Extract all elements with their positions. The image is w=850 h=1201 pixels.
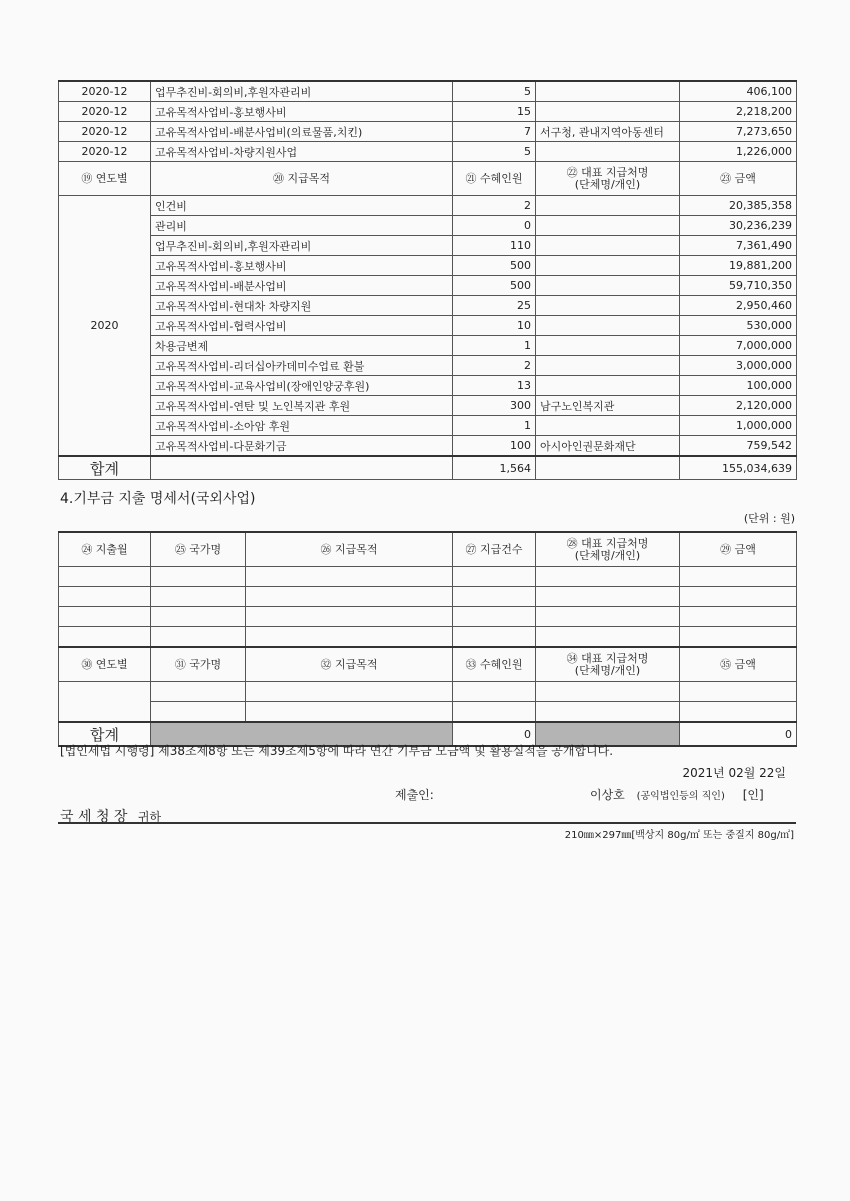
purpose-cell: 고유목적사업비-교육사업비(장애인양궁후원) [151,376,453,396]
total-amount: 0 [680,722,797,746]
payee-cell [536,142,680,162]
domestic-total-row [59,456,797,480]
total-recipients: 1,564 [453,456,536,480]
header-year: ⑲ 연도별 [59,162,151,196]
overseas-empty-row [59,627,797,648]
submitter-block [590,786,764,803]
payee-cell [536,81,680,102]
recipients-cell: 10 [453,316,536,336]
purpose-cell: 고유목적사업비-배분사업비(의료물품,치킨) [151,122,453,142]
header-payee-line1: ㉘ 대표 지급처명 [566,536,649,550]
recipients-cell: 13 [453,376,536,396]
seal-mark: [인] [742,788,764,802]
header-payee-line2: (단체명/개인) [574,548,641,562]
purpose-cell: 차용금변제 [151,336,453,356]
overseas-empty-row [59,587,797,607]
purpose-cell: 관리비 [151,216,453,236]
overseas-empty-row [59,567,797,587]
header-payee-line1: ㉒ 대표 지급처명 [566,165,649,179]
overseas-section-title: 4.기부금 지출 명세서(국외사업) [60,491,256,507]
yearly-row [59,336,797,356]
header-count: ㉗ 지급건수 [453,532,536,567]
submitter-role: (공익법인등의 직인) [636,791,725,802]
recipients-cell: 5 [453,142,536,162]
header-country: ㉕ 국가명 [151,532,246,567]
overseas-expenditure-table [58,531,797,747]
total-amount: 155,034,639 [680,456,797,480]
monthly-row [59,142,797,162]
recipients-cell: 100 [453,436,536,457]
amount-cell: 2,218,200 [680,102,797,122]
yearly-row [59,196,797,216]
submitter-label: 제출인: [395,788,434,802]
yearly-row [59,216,797,236]
recipients-cell: 0 [453,216,536,236]
recipients-cell: 500 [453,256,536,276]
overseas-header-row-1 [59,532,797,567]
yearly-row [59,436,797,457]
recipients-cell: 2 [453,356,536,376]
monthly-row [59,122,797,142]
yearly-row [59,356,797,376]
amount-cell: 7,000,000 [680,336,797,356]
recipient-office: 국 세 청 장 [60,809,128,825]
payee-cell [536,276,680,296]
header-payee-line2: (단체명/개인) [574,663,641,677]
amount-cell: 7,361,490 [680,236,797,256]
recipients-cell: 110 [453,236,536,256]
amount-cell: 19,881,200 [680,256,797,276]
period-cell: 2020-12 [59,81,151,102]
submission-date: 2021년 02월 22일 [682,766,786,780]
period-cell: 2020-12 [59,142,151,162]
amount-cell: 530,000 [680,316,797,336]
purpose-cell: 고유목적사업비-차량지원사업 [151,142,453,162]
header-payee-line2: (단체명/개인) [574,177,641,191]
recipients-cell: 5 [453,81,536,102]
payee-cell [536,296,680,316]
yearly-row [59,316,797,336]
overseas-header-row-2 [59,647,797,682]
purpose-cell: 고유목적사업비-소아암 후원 [151,416,453,436]
unit-label: (단위 : 원) [743,512,795,525]
amount-cell: 100,000 [680,376,797,396]
payee-cell: 남구노인복지관 [536,396,680,416]
payee-cell [536,102,680,122]
payee-cell: 서구청, 관내지역아동센터 [536,122,680,142]
purpose-cell: 고유목적사업비-홍보행사비 [151,256,453,276]
payee-cell [536,416,680,436]
yearly-row [59,276,797,296]
payee-cell [536,236,680,256]
period-cell: 2020-12 [59,122,151,142]
submitter-name: 이상호 [590,788,625,802]
recipients-cell: 500 [453,276,536,296]
overseas-empty-row [59,702,797,723]
header-purpose: ㉜ 지급목적 [246,647,453,682]
recipients-cell: 7 [453,122,536,142]
amount-cell: 30,236,239 [680,216,797,236]
payee-cell [536,216,680,236]
purpose-cell: 고유목적사업비-현대차 차량지원 [151,296,453,316]
payee-cell [536,196,680,216]
header-payee [536,162,680,196]
header-purpose: ⑳ 지급목적 [151,162,453,196]
yearly-row [59,396,797,416]
total-blank-cell [151,456,453,480]
amount-cell: 406,100 [680,81,797,102]
period-cell: 2020-12 [59,102,151,122]
yearly-row [59,256,797,276]
purpose-cell: 업무추진비-회의비,후원자관리비 [151,81,453,102]
purpose-cell: 고유목적사업비-연탄 및 노인복지관 후원 [151,396,453,416]
header-payee-line1: ㉞ 대표 지급처명 [566,651,649,665]
yearly-row [59,296,797,316]
purpose-cell: 고유목적사업비-다문화기금 [151,436,453,457]
header-country: ㉛ 국가명 [151,647,246,682]
recipients-cell: 300 [453,396,536,416]
payee-cell: 아시아인권문화재단 [536,436,680,457]
purpose-cell: 고유목적사업비-리더십아카데미수업료 환불 [151,356,453,376]
purpose-cell: 인건비 [151,196,453,216]
amount-cell: 1,226,000 [680,142,797,162]
monthly-row [59,102,797,122]
recipient-suffix: 귀하 [137,810,162,824]
purpose-cell: 고유목적사업비-홍보행사비 [151,102,453,122]
payee-cell [536,336,680,356]
overseas-empty-row [59,607,797,627]
yearly-row [59,376,797,396]
header-month: ㉔ 지출월 [59,532,151,567]
amount-cell: 7,273,650 [680,122,797,142]
domestic-expenditure-table [58,80,797,480]
recipients-cell: 15 [453,102,536,122]
year-cell: 2020 [59,196,151,457]
total-label: 합계 [59,722,151,746]
recipients-cell: 1 [453,336,536,356]
amount-cell: 2,950,460 [680,296,797,316]
yearly-row [59,416,797,436]
paper-spec: 210㎜×297㎜[백상지 80g/㎡ 또는 중질지 80g/㎡] [564,830,794,841]
amount-cell: 1,000,000 [680,416,797,436]
amount-cell: 59,710,350 [680,276,797,296]
domestic-header-row [59,162,797,196]
overseas-empty-row [59,682,797,702]
header-payee [536,647,680,682]
payee-cell [536,376,680,396]
recipients-cell: 25 [453,296,536,316]
purpose-cell: 업무추진비-회의비,후원자관리비 [151,236,453,256]
recipients-cell: 2 [453,196,536,216]
recipients-cell: 1 [453,416,536,436]
amount-cell: 20,385,358 [680,196,797,216]
payee-cell [536,316,680,336]
yearly-row [59,236,797,256]
total-blank-cell [536,456,680,480]
header-payee [536,532,680,567]
header-amount: ㉟ 금액 [680,647,797,682]
header-recipients: ㉝ 수혜인원 [453,647,536,682]
legal-note: [법인세법 시행령] 제38조제8항 또는 제39조제5항에 따라 연간 기부금 모금액 및 활용실적을 공개합니다. [60,744,614,758]
header-year: ㉚ 연도별 [59,647,151,682]
monthly-row [59,81,797,102]
total-label: 합계 [59,456,151,480]
total-count: 0 [453,722,536,746]
footer-divider [58,822,796,824]
payee-cell [536,356,680,376]
header-amount: ㉓ 금액 [680,162,797,196]
payee-cell [536,256,680,276]
purpose-cell: 고유목적사업비-배분사업비 [151,276,453,296]
purpose-cell: 고유목적사업비-협력사업비 [151,316,453,336]
amount-cell: 759,542 [680,436,797,457]
amount-cell: 3,000,000 [680,356,797,376]
header-amount: ㉙ 금액 [680,532,797,567]
header-recipients: ㉑ 수혜인원 [453,162,536,196]
amount-cell: 2,120,000 [680,396,797,416]
header-purpose: ㉖ 지급목적 [246,532,453,567]
